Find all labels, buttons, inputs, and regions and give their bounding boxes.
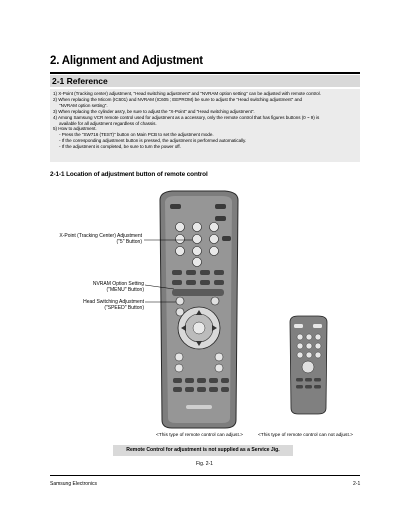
label-line: Head Switching Adjustment: [83, 299, 144, 305]
caption-non-adjustable: <This type of remote control can not adjust.>: [258, 433, 353, 438]
page-title: 2. Alignment and Adjustment: [50, 55, 203, 67]
label-line: X-Point (Tracking Center) Adjustment: [59, 233, 142, 239]
caption-adjustable: <This type of remote control can adjust.>: [156, 433, 243, 438]
note-line: 4) Among Samsung VCR remote control used for adjustment as a accessory, only the remote control that has figures buttons (0 ~ 9) is: [53, 114, 320, 120]
subsection-heading: 2-1-1 Location of adjustment button of remote control: [50, 171, 208, 178]
nvram-option-label: [93, 281, 144, 293]
note-line: 1) X-Point (Tracking center) adjustment, "Head switching adjustment" and "NVRAM option setting" can be adjusted with remote control.: [53, 91, 321, 96]
note-line: - Press the "SW716 (TEST)" button on Main PCB to set the adjustment mode.: [59, 132, 214, 138]
footer-page-number: 2-1: [353, 481, 361, 487]
note-line: available for all adjustment regardless of chassis.: [59, 120, 157, 126]
footer-company: Samsung Electronics: [50, 481, 97, 487]
label-line: NVRAM Option Setting: [92, 281, 144, 287]
note-line: - If the corresponding adjustment button is pressed, the adjustment is performed automatically.: [59, 138, 247, 144]
non-adjustable-remote-illustration: [290, 316, 327, 414]
label-line: ("5" Button): [116, 239, 142, 245]
label-line: ("MENU" Button): [106, 287, 144, 293]
xpoint-adjustment-label: [59, 233, 142, 245]
note-line: 3) When replacing the cylinder ass'y, be sure to adjust the "X-Point" and "Head switching adjustment".: [53, 108, 255, 114]
section-heading: 2-1 Reference: [50, 75, 360, 87]
footer-rule: [50, 475, 360, 476]
figure-label: Fig. 2-1: [196, 461, 213, 467]
service-jig-notice: Remote Control for adjustment is not supplied as a Service Jig.: [113, 445, 293, 456]
adjustable-remote-illustration: [160, 191, 238, 428]
note-line: 2) When replacing the Micom (IC601) and NVRAM (IC605 ; EEPROM) be sure to adjust the "Head switching adjustment" and: [53, 96, 302, 102]
head-switching-label: [83, 299, 144, 311]
note-line: - If the adjustment is completed, be sure to turn the power off.: [59, 144, 181, 150]
label-line: ("SPEED" Button): [104, 305, 144, 311]
note-line: "NVRAM option setting".: [59, 102, 108, 108]
note-line: 5) How to adjustment.: [53, 126, 97, 132]
